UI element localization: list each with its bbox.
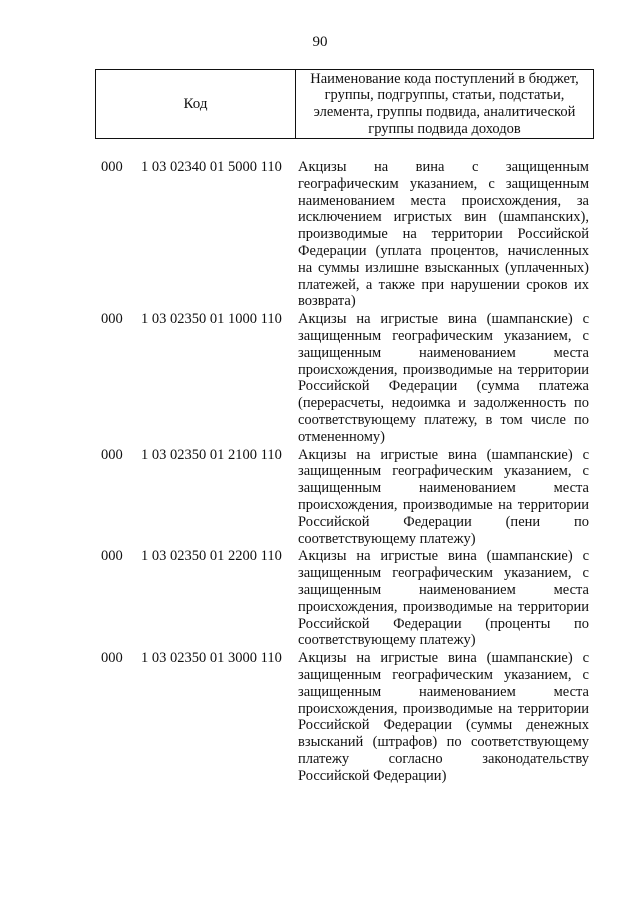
row-budget-code: 1 03 02340 01 5000 110 [141,159,282,175]
table-body [0,159,640,785]
page-number: 90 [312,34,328,50]
table-row [0,159,640,310]
row-admin-code: 000 [101,311,123,328]
table-header [95,69,594,139]
table-row [0,311,640,445]
header-name-cell: Наименование кода поступлений в бюджет, группы, подгруппы, статьи, подстатьи, элемента, группы подвида, аналитической группы подвида доходов [310,70,579,137]
row-admin-code: 000 [101,548,123,565]
row-budget-code: 1 03 02350 01 2100 110 [141,446,282,463]
row-description: Акцизы на игристые вина (шампанские) с защищенным географическим указанием, с защищенным наименованием места происхождения, производимые на территории Российской Федерации (суммы денежных взысканий (штрафов) по соответствующему платежу согласно законодательству Российской Федерации) [298,650,589,784]
row-admin-code: 000 [101,159,123,175]
row-description: Акцизы на игристые вина (шампанские) с защищенным географическим указанием, с защищенным наименованием места происхождения, производимые на территории Российской Федерации (пени по соответствующему платежу) [298,446,589,547]
row-description: Акцизы на игристые вина (шампанские) с защищенным географическим указанием, с защищенным наименованием места происхождения, производимые на территории Российской Федерации (сумма платежа (перерасчеты, недоимка и задолженность по соответствующему платежу, в том числе по отмененному) [298,311,589,445]
row-budget-code: 1 03 02350 01 1000 110 [141,311,282,328]
row-admin-code: 000 [101,650,123,667]
table-row [0,548,640,649]
row-budget-code: 1 03 02350 01 2200 110 [141,548,282,565]
table-row [0,447,640,548]
row-description: Акцизы на вина с защищенным географическим указанием, с защищенным наименованием места происхождения, за исключением игристых вин (шампанских), производимые на территории Российской Федерации (уплата процентов, начисленных на суммы излишне взысканных (уплаченных) платежей, а также при нарушении сроков их возврата) [298,159,589,310]
row-budget-code: 1 03 02350 01 3000 110 [141,650,282,667]
row-admin-code: 000 [101,446,123,463]
header-code-cell: Код [96,70,296,138]
row-description: Акцизы на игристые вина (шампанские) с защищенным географическим указанием, с защищенным наименованием места происхождения, производимые на территории Российской Федерации (проценты по соответствующему платежу) [298,548,589,649]
table-row [0,650,640,784]
